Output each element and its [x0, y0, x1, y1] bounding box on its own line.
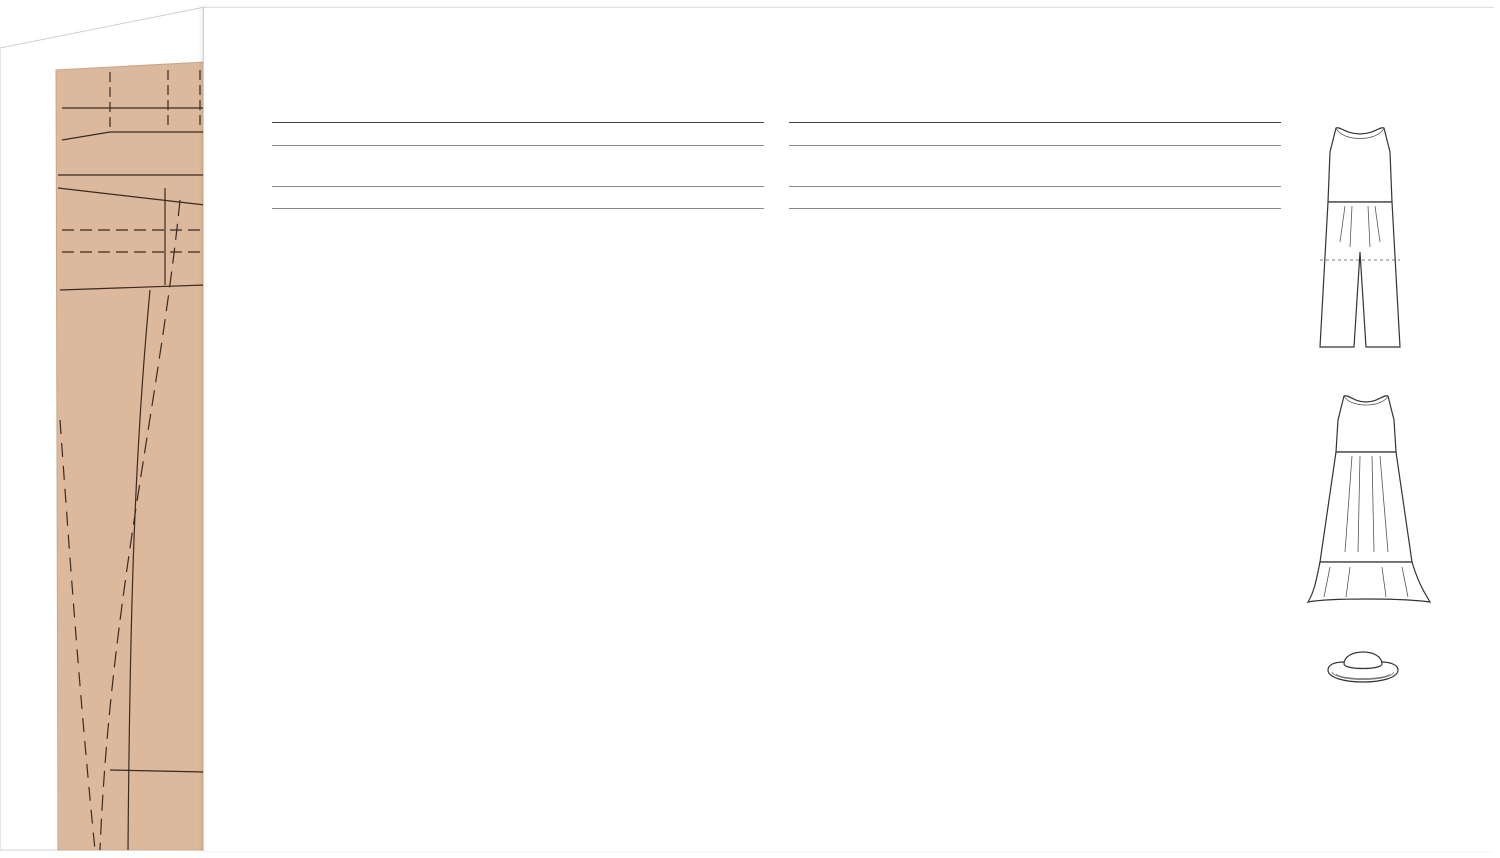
divider-fr-3: [789, 208, 1281, 209]
divider-fr-1: [789, 145, 1281, 146]
title-rule-fr: [789, 122, 1281, 123]
hat-illustration: [1326, 642, 1400, 698]
divider-fr-2: [789, 186, 1281, 187]
divider-en-1: [272, 145, 764, 146]
divider-en-2: [272, 186, 764, 187]
pattern-tissue-piece: [0, 0, 220, 858]
dress-illustration: [1300, 392, 1435, 612]
title-rule-en: [272, 122, 764, 123]
divider-en-3: [272, 208, 764, 209]
jumpsuit-illustration: [1300, 122, 1420, 362]
